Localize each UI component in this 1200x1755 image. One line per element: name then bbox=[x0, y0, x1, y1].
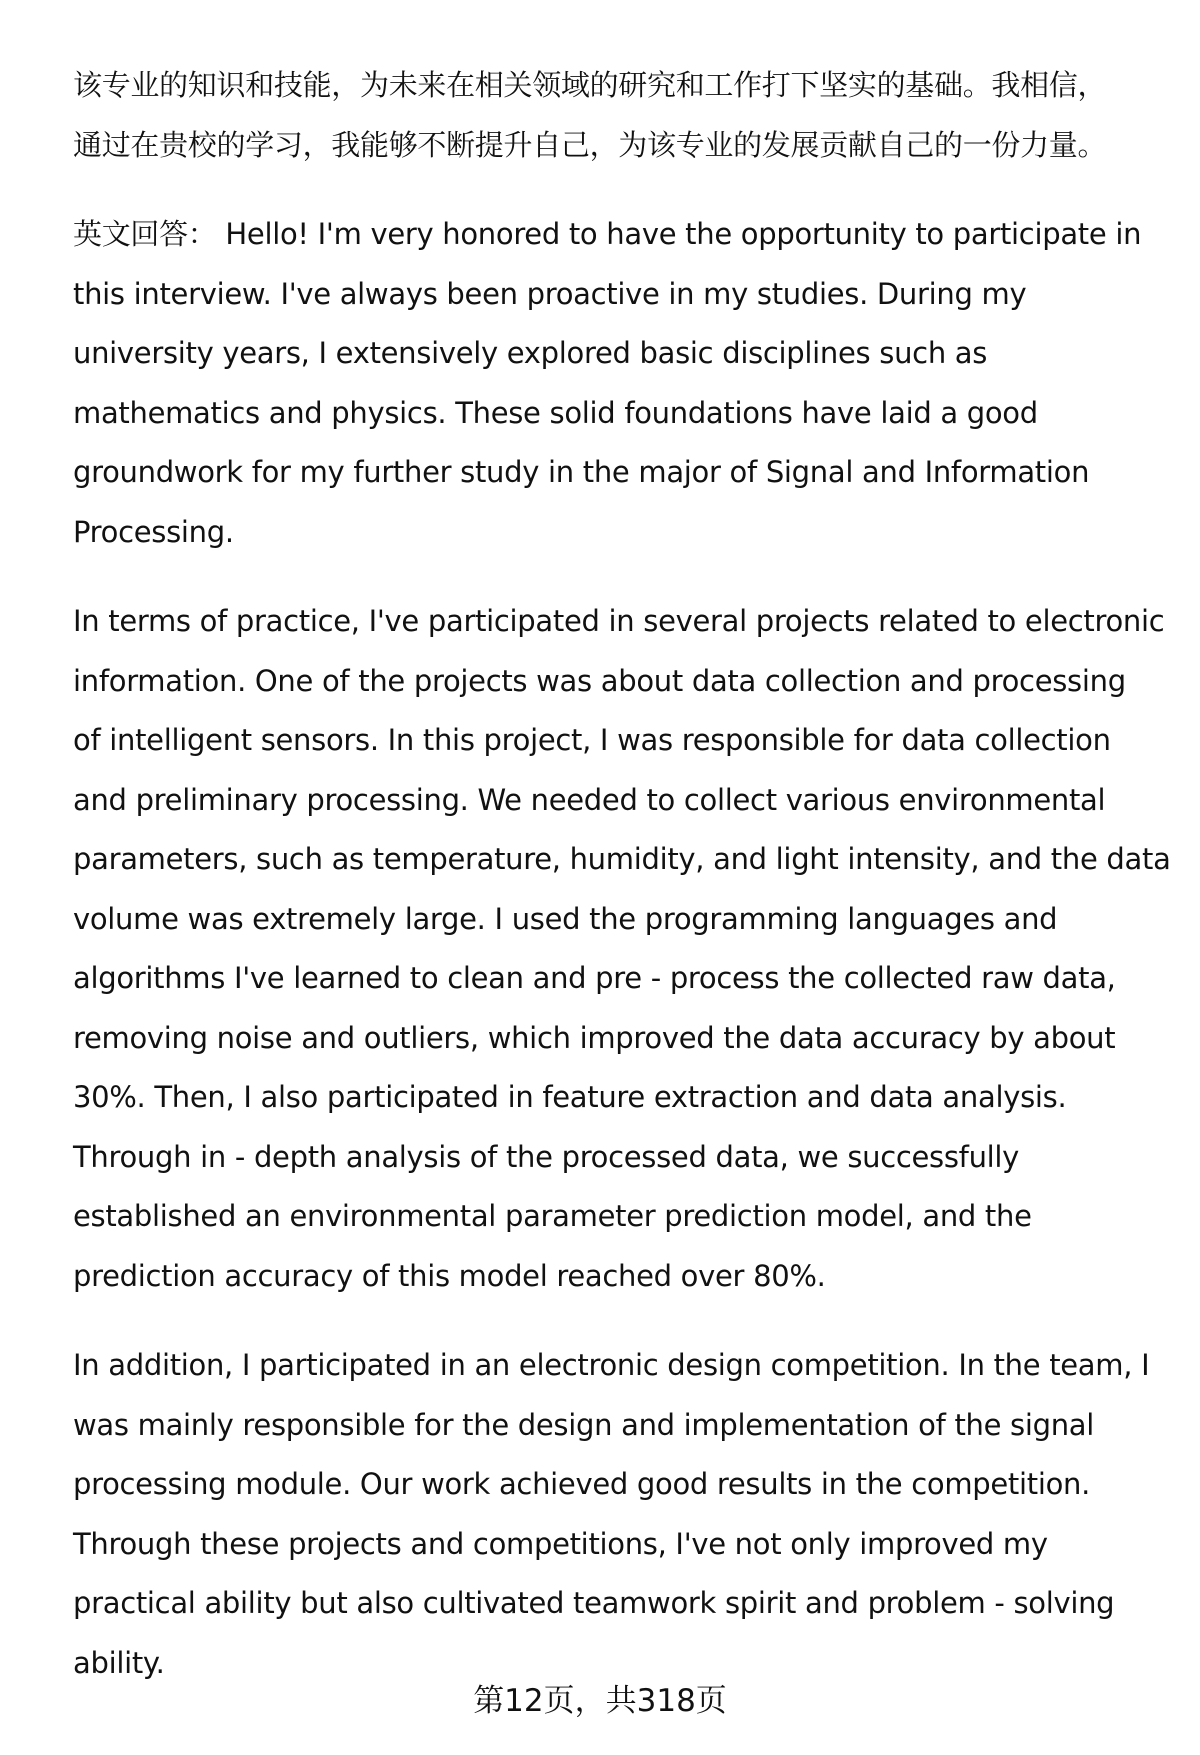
text-line: Processing. bbox=[73, 514, 234, 549]
text-line: groundwork for my further study in the major of Signal and Information bbox=[73, 455, 1090, 489]
text-line: was mainly responsible for the design and implementation of the signal bbox=[73, 1407, 1095, 1442]
paragraph bbox=[73, 205, 1173, 562]
text-line: and preliminary processing. We needed to collect various environmental bbox=[73, 782, 1106, 817]
text-line: 通过在贵校的学习，我能够不断提升自己，为该专业的发展贡献自己的一份力量。 bbox=[73, 127, 1107, 162]
text-line: Through in - depth analysis of the processed data, we successfully bbox=[73, 1139, 1020, 1174]
paragraph bbox=[73, 1336, 1173, 1693]
paragraph bbox=[73, 592, 1173, 1306]
text-line: algorithms I've learned to clean and pre - process the collected raw data, bbox=[73, 961, 1116, 995]
text-line: mathematics and physics. These solid foundations have laid a good bbox=[73, 395, 1038, 430]
paragraph bbox=[73, 56, 1173, 175]
text-line: removing noise and outliers, which improved the data accuracy by about bbox=[73, 1020, 1116, 1055]
document-body bbox=[73, 56, 1173, 1723]
text-line: In addition, I participated in an electronic design competition. In the team, I bbox=[73, 1348, 1150, 1382]
text-line: parameters, such as temperature, humidity, and light intensity, and the data bbox=[73, 842, 1171, 876]
text-line: of intelligent sensors. In this project, I was responsible for data collection bbox=[73, 723, 1111, 757]
text-line: 30%. Then, I also participated in feature extraction and data analysis. bbox=[73, 1080, 1067, 1114]
text-line: processing module. Our work achieved good results in the competition. bbox=[73, 1467, 1091, 1501]
text-line: Through these projects and competitions, I've not only improved my bbox=[73, 1526, 1048, 1561]
text-line: this interview. I've always been proactive in my studies. During my bbox=[73, 276, 1027, 311]
text-line: prediction accuracy of this model reached over 80%. bbox=[73, 1258, 826, 1293]
text-line: 该专业的知识和技能，为未来在相关领域的研究和工作打下坚实的基础。我相信， bbox=[73, 68, 1107, 102]
text-line: practical ability but also cultivated teamwork spirit and problem - solving bbox=[73, 1586, 1115, 1620]
text-line: In terms of practice, I've participated in several projects related to electronic bbox=[73, 604, 1165, 638]
text-line: ability. bbox=[73, 1645, 165, 1680]
text-line: university years, I extensively explored basic disciplines such as bbox=[73, 336, 988, 370]
text-line: volume was extremely large. I used the programming languages and bbox=[73, 901, 1058, 936]
text-line: 英文回答： Hello! I'm very honored to have the opportunity to participate in bbox=[73, 217, 1142, 251]
text-line: established an environmental parameter prediction model, and the bbox=[73, 1199, 1032, 1233]
text-line: information. One of the projects was about data collection and processing bbox=[73, 663, 1126, 698]
page-number: 第12页，共318页 bbox=[473, 1683, 727, 1719]
